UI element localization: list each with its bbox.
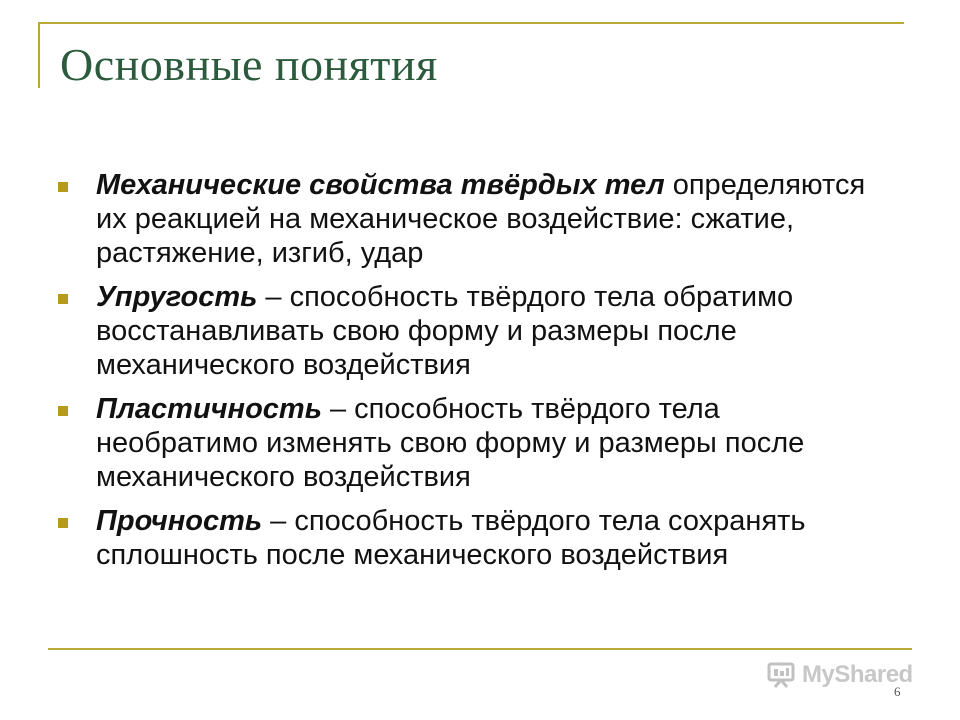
top-rule	[38, 22, 904, 24]
bullet-text: – способность твёрдого тела необратимо изменять свою форму и размеры после механического воздействия	[96, 393, 805, 493]
bullet-text: – способность твёрдого тела обратимо восстанавливать свою форму и размеры после механического воздействия	[96, 281, 794, 381]
bullet-term: Пластичность	[96, 393, 322, 425]
watermark-text: MyShared	[802, 661, 913, 688]
bullet-term: Прочность	[96, 505, 263, 537]
bullet-item	[58, 392, 878, 494]
square-bullet-icon	[58, 294, 68, 304]
bullet-item	[58, 504, 878, 572]
slide-title: Основные понятия	[60, 39, 438, 90]
square-bullet-icon	[58, 182, 68, 192]
presentation-board-icon	[766, 662, 796, 688]
watermark	[766, 660, 913, 690]
left-rule	[38, 22, 40, 88]
page-number: 6	[894, 684, 901, 699]
bullet-term: Упругость	[96, 281, 258, 313]
bullet-item	[58, 168, 878, 270]
bullet-text: – способность твёрдого тела сохранять сплошность после механического воздействия	[96, 505, 806, 571]
bottom-rule	[48, 648, 912, 650]
square-bullet-icon	[58, 406, 68, 416]
bullet-term: Механические свойства твёрдых тел	[96, 169, 665, 201]
bullet-text: определяются их реакцией на механическое воздействие: сжатие, растяжение, изгиб, удар	[96, 169, 866, 269]
bullet-item	[58, 280, 878, 382]
bullet-list	[58, 168, 878, 582]
square-bullet-icon	[58, 518, 68, 528]
